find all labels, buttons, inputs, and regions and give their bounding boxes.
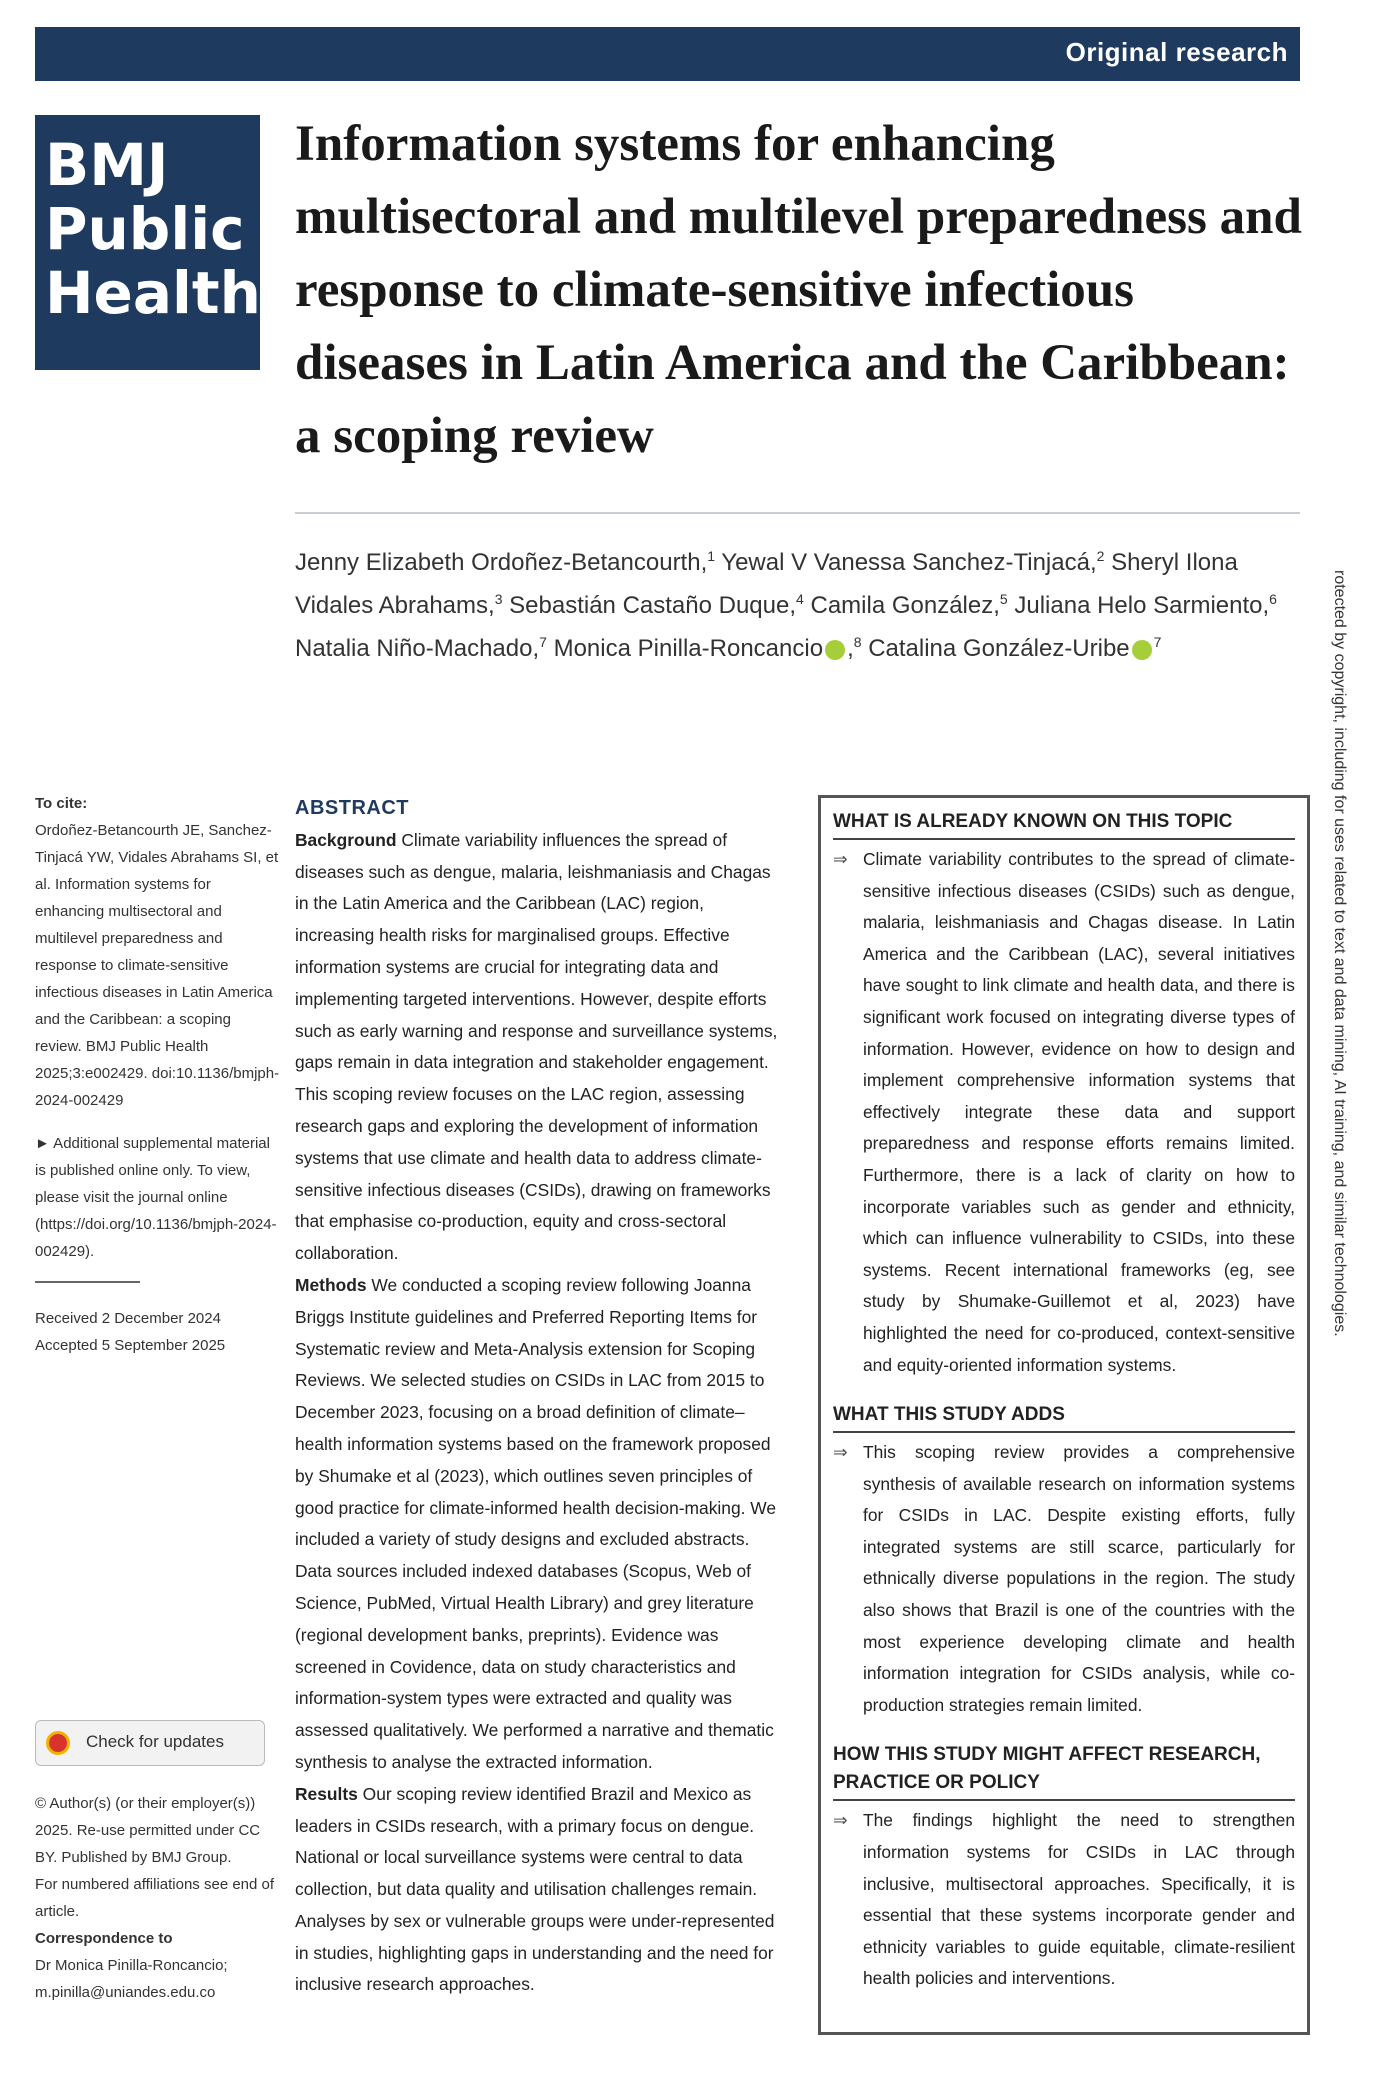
author-name: Yewal V Vanessa Sanchez-Tinjacá, <box>715 549 1097 576</box>
methods-text: We conducted a scoping review following Joanna Briggs Institute guidelines and Preferred Reporting Items for Systematic review and Meta-Analysis extension for Scoping Reviews. We selected studies on CSIDs in LAC from 2015 to December 2023, focusing on a broad definition of climate–health information systems based on the framework proposed by Shumake et al (2023), which outlines seven principles of good practice for climate-informed health decision-making. We included a variety of study designs and excluded abstracts. Data sources included indexed databases (Scopus, Web of Science, PubMed, Virtual Health Library) and grey literature (regional development banks, preprints). Evidence was screened in Covidence, data on study characteristics and information-system types were extracted and quality was assessed qualitatively. We performed a narrative and thematic synthesis to analyse the extracted information. <box>295 1274 777 1772</box>
author-name: Catalina González-Uribe <box>861 635 1130 662</box>
divider <box>35 1281 140 1283</box>
adds-text: This scoping review provides a comprehensive synthesis of available research on information systems for CSIDs in LAC. Despite existing efforts, fully integrated systems are still scarce, particularly for ethnically diverse populations in the region. The study also shows that Brazil is one of the countries with the most experience developing climate and health information integration for CSIDs analysis, while co-production strategies remain limited. <box>863 1442 1295 1715</box>
arrow-icon: ⇒ <box>833 849 848 869</box>
orcid-icon[interactable] <box>1132 640 1152 660</box>
known-heading: WHAT IS ALREADY KNOWN ON THIS TOPIC <box>833 808 1295 840</box>
check-for-updates-label: Check for updates <box>86 1732 224 1751</box>
affiliation-number: 5 <box>999 591 1008 607</box>
received-date: Received 2 December 2024 <box>35 1310 221 1327</box>
author-name: Jenny Elizabeth Ordoñez-Betancourth, <box>295 549 708 576</box>
logo-line: Health <box>45 259 261 327</box>
affiliation-number: 4 <box>796 591 804 607</box>
author-name: Camila González, <box>803 592 1000 619</box>
copyright-note: © Author(s) (or their employer(s)) 2025. Re-use permitted under CC BY. Published by BMJ Group. <box>35 1795 261 1866</box>
cite-heading: To cite: <box>35 795 88 812</box>
abstract-results <box>295 1779 785 2002</box>
author-separator: , <box>847 635 854 662</box>
check-for-updates-button[interactable] <box>35 1720 265 1766</box>
left-sidebar <box>35 790 280 1359</box>
affect-heading: HOW THIS STUDY MIGHT AFFECT RESEARCH, PRACTICE OR POLICY <box>833 1741 1295 1801</box>
adds-item <box>833 1437 1295 1721</box>
abstract-methods <box>295 1270 785 1779</box>
key-messages-box <box>818 795 1310 2035</box>
logo-line: Public <box>45 195 245 263</box>
orcid-icon[interactable] <box>825 640 845 660</box>
correspondence-heading: Correspondence to <box>35 1930 173 1947</box>
known-text: Climate variability contributes to the spread of climate-sensitive infectious diseases (CSIDs) such as dengue, malaria, leishmaniasis and Chagas disease. In Latin America and the Caribbean (LAC), several initiatives have sought to link climate and health data, and there is significant work focused on integrating diverse types of information. However, evidence on how to design and implement comprehensive information systems that effectively integrate these data and support preparedness and response efforts remains limited. Furthermore, there is a lack of clarity on how to incorporate variables such as gender and ethnicity, which can influence vulnerability to CSIDs, into these systems. Recent international frameworks (eg, see study by Shumake-Guillemot et al, 2023) have highlighted the need for co-produced, context-sensitive and equity-oriented information systems. <box>863 849 1295 1375</box>
affiliations-note: For numbered affiliations see end of article. <box>35 1876 275 1920</box>
affiliation-number: 6 <box>1269 591 1277 607</box>
affiliation-number: 8 <box>853 634 862 650</box>
author-name: Monica Pinilla-Roncancio <box>546 635 824 662</box>
cite-text: Ordoñez-Betancourth JE, Sanchez-Tinjacá YW, Vidales Abrahams SI, et al. Information systems for enhancing multisectoral and multilevel preparedness and response to climate-sensitive infectious diseases in Latin America and the Caribbean: a scoping review. BMJ Public Health 2025;3:e002429. doi:10.1136/bmjph-2024-002429 <box>35 822 280 1109</box>
article-type-label: Original research <box>1065 37 1288 67</box>
copyright-side-note: rotected by copyright, including for uses related to text and data mining, AI training, and similar technologies. <box>1331 570 1348 1337</box>
abstract <box>295 793 785 2001</box>
known-item <box>833 844 1295 1381</box>
correspondence-email[interactable]: m.pinilla@uniandes.edu.co <box>35 1984 216 2001</box>
affiliation-number: 2 <box>1096 548 1105 564</box>
affect-item <box>833 1805 1295 1995</box>
arrow-icon: ⇒ <box>833 1810 848 1831</box>
author-list <box>295 538 1295 667</box>
correspondence-name: Dr Monica Pinilla-Roncancio; <box>35 1957 228 1974</box>
divider <box>295 512 1300 514</box>
affect-text: The findings highlight the need to strengthen information systems for CSIDs in LAC through inclusive, multisectoral approaches. Specifically, it is essential that these systems incorporate gender and ethnicity variables to guide equitable, climate-resilient health policies and interventions. <box>863 1810 1295 1989</box>
abstract-heading: ABSTRACT <box>295 797 409 819</box>
affiliation-number: 1 <box>707 548 716 564</box>
citation-block <box>35 790 280 1114</box>
article-type-banner <box>35 27 1300 81</box>
article-title: Information systems for enhancing multisectoral and multilevel preparedness and response to climate-sensitive infectious diseases in Latin America and the Caribbean: a scoping review <box>295 116 1302 464</box>
journal-logo <box>35 115 260 370</box>
author-name: Sheryl Ilona Vidales Abrahams, <box>295 549 1238 619</box>
left-sidebar-lower <box>35 1790 280 2006</box>
author-name: Juliana Helo Sarmiento, <box>1007 592 1270 619</box>
affiliation-number: 7 <box>539 634 547 650</box>
background-label: Background <box>295 829 397 850</box>
supplemental-note: ► Additional supplemental material is published online only. To view, please visit the journal online (https://doi.org/10.1136/bmjph-2024-002429). <box>35 1135 277 1260</box>
affiliation-number: 3 <box>494 591 503 607</box>
adds-heading: WHAT THIS STUDY ADDS <box>833 1401 1295 1433</box>
accepted-date: Accepted 5 September 2025 <box>35 1337 226 1354</box>
background-text: Climate variability influences the spread of diseases such as dengue, malaria, leishmaniasis and Chagas in the Latin America and the Caribbean (LAC) region, increasing health risks for marginalised groups. Effective information systems are crucial for integrating data and implementing targeted interventions. However, despite efforts such as early warning and response and surveillance systems, gaps remain in data integration and stakeholder engagement. This scoping review focuses on the LAC region, assessing research gaps and exploring the development of information systems that use climate and health data to address climate-sensitive infectious diseases (CSIDs), drawing on frameworks that emphasise co-production, equity and cross-sectoral collaboration. <box>295 829 778 1264</box>
results-text: Our scoping review identified Brazil and Mexico as leaders in CSIDs research, with a primary focus on dengue. National or local surveillance systems were central to data collection, but data quality and utilisation challenges remain. Analyses by sex or vulnerable groups were under-represented in studies, highlighting gaps in understanding and the need for inclusive research approaches. <box>295 1783 775 1995</box>
abstract-background <box>295 825 785 1270</box>
methods-label: Methods <box>295 1274 367 1295</box>
logo-line: BMJ <box>45 131 169 199</box>
affiliation-number: 7 <box>1153 634 1162 650</box>
author-name: Sebastián Castaño Duque, <box>502 592 797 619</box>
arrow-icon: ⇒ <box>833 1442 848 1463</box>
results-label: Results <box>295 1783 358 1804</box>
crossmark-icon <box>46 1731 70 1755</box>
author-name: Natalia Niño-Machado, <box>295 635 540 662</box>
